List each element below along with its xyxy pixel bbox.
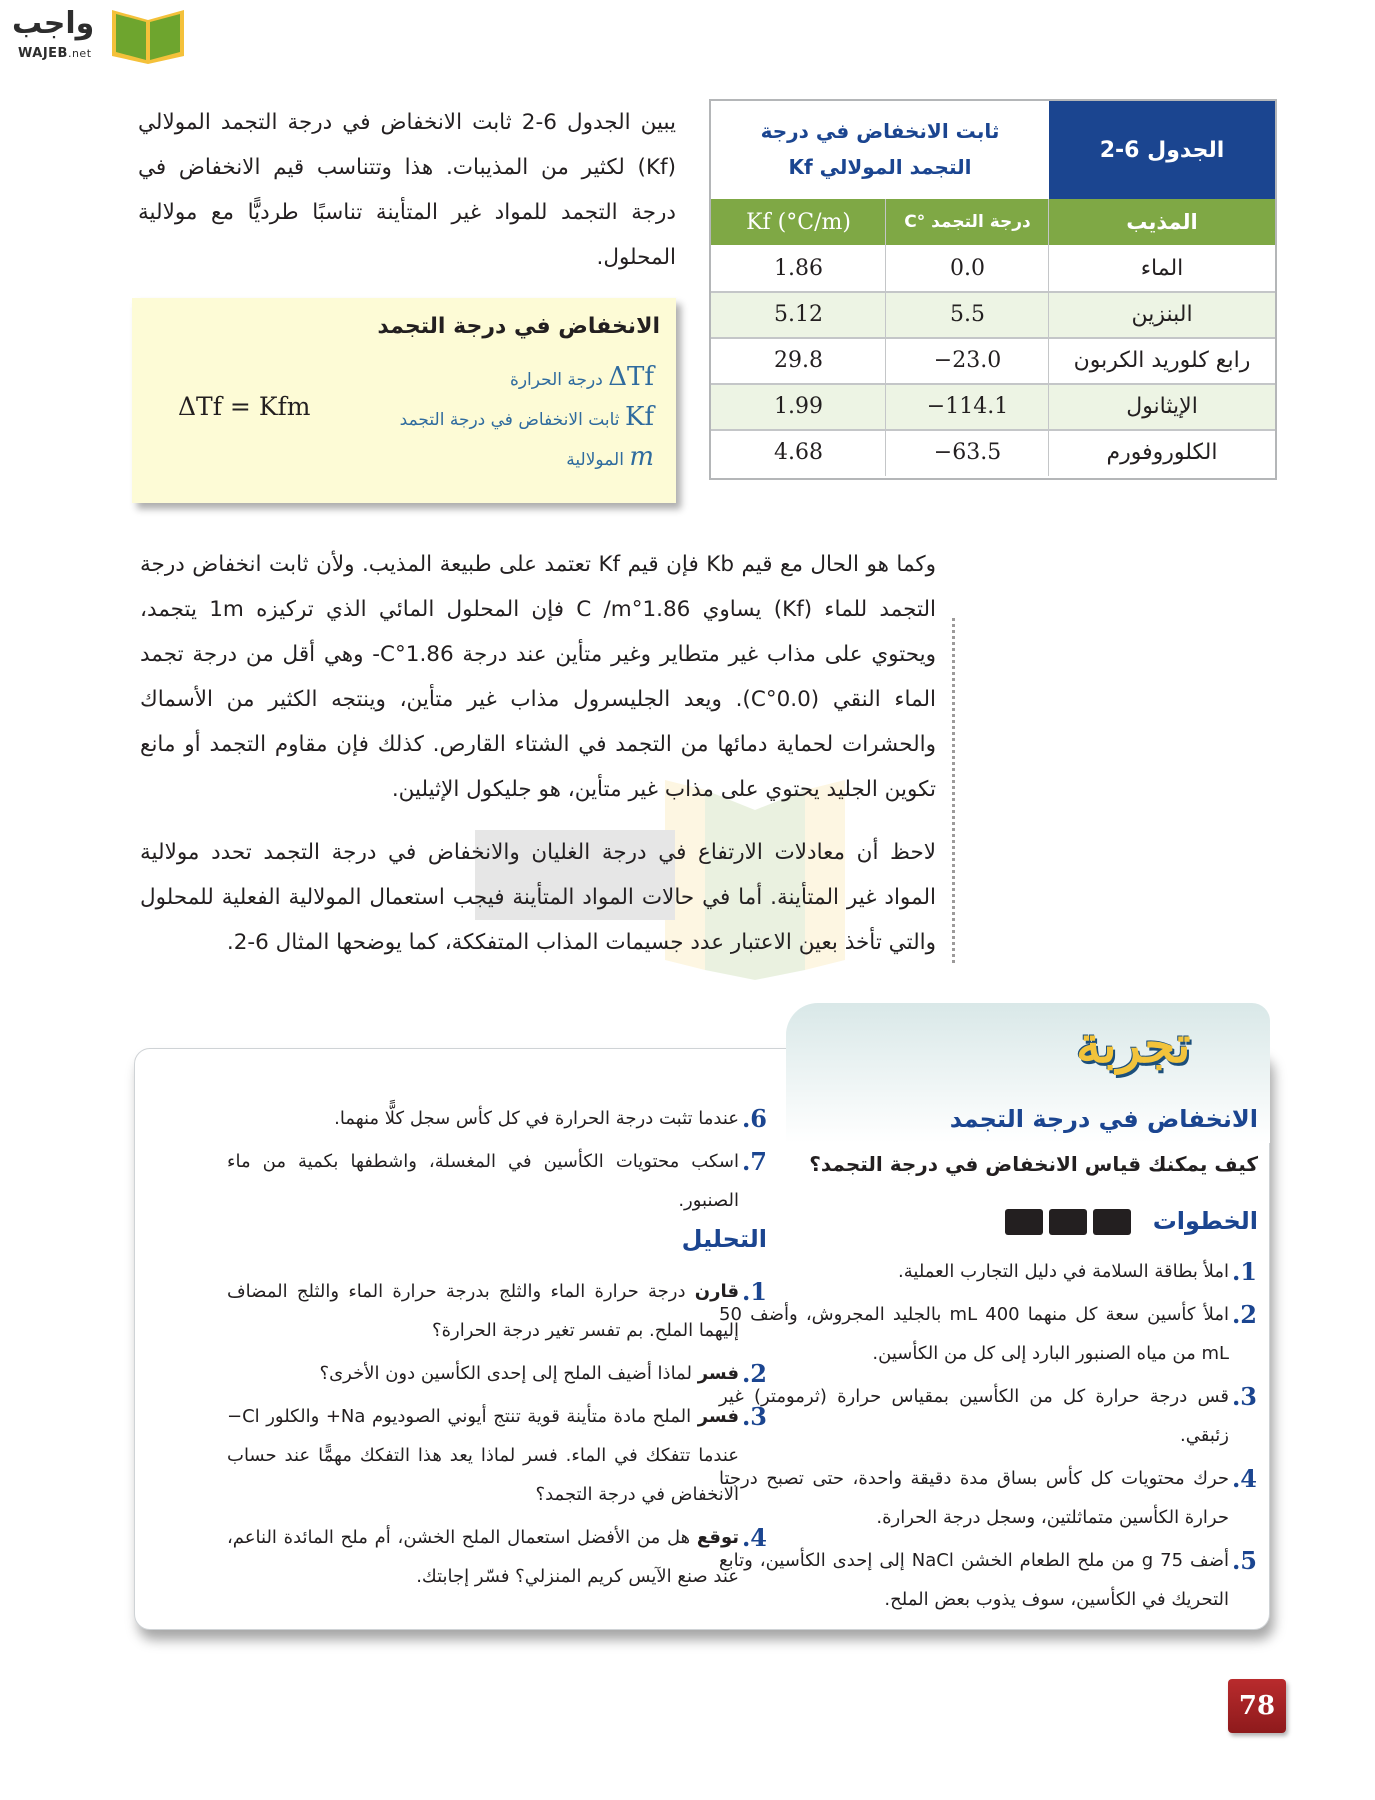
- formula-equation: ΔTf = Kfm: [178, 392, 311, 421]
- step-item: 2. املأ كأسين سعة كل منهما 400 mL بالجليد المجروش، وأضف 50 mL من مياه الصنبور البارد إلى كل من الكأسين.: [719, 1300, 1257, 1364]
- logo-arabic: واجب: [12, 6, 95, 41]
- formula-box: [132, 298, 676, 503]
- wajeb-logo[interactable]: [8, 6, 188, 68]
- safety-icons: [1005, 1209, 1149, 1237]
- dotted-margin-line: [952, 618, 955, 963]
- experiment-title: الانخفاض في درجة التجمد: [949, 1105, 1258, 1133]
- table-row: الماء 0.0 1.86: [774, 255, 1184, 281]
- table-divider: [711, 383, 1275, 385]
- step-item: 3. قس درجة حرارة كل من الكأسين بمقياس حرارة (ثرمومتر) غير زئبقي.: [719, 1382, 1257, 1446]
- table-label: الجدول 6-2: [1049, 101, 1275, 199]
- logo-latin: WAJEB.net: [18, 46, 92, 61]
- formula-var-delta-tf: ΔTf درجة الحرارة: [509, 362, 654, 392]
- steps-heading: الخطوات: [1152, 1207, 1258, 1235]
- step-item: 7. اسكب محتويات الكأسين في المغسلة، واشطفها بكمية من ماء الصنبور.: [227, 1147, 767, 1211]
- main-paragraph-1: وكما هو الحال مع قيم Kb فإن قيم Kf تعتمد على طبيعة المذيب. ولأن ثابت انخفاض درجة التجمد للماء (Kf) يساوي 1.86°C /m فإن المحلول المائي الذي تركيزه 1m يتجمد، ويحتوي على مذاب غير متطاير وغير متأين عند درجة 1.86°C- وهي أقل من درجة تجمد الماء النقي (0.0°C). ويعد الجليسرول مذاب غير متأين، وينتجه الكثير من الأسماك والحشرات لحماية دمائها من التجمد في الشتاء القارص. كذلك فإن مقاوم التجمد أو مانع تكوين الجليد يحتوي على مذاب غير متأين، هو جليكول الإثيلين.: [140, 552, 937, 802]
- col-header-solvent: المذيب: [1049, 199, 1275, 245]
- lab-coat-icon: [1049, 1209, 1087, 1235]
- analysis-item: 3. فسر الملح مادة متأينة قوية تنتج أيوني الصوديوم Na+ والكلور Cl− عندما تتفكك في الماء. فسر لماذا يعد هذا التفكك مهمًّا عند حساب الانخفاض في درجة التجمد؟: [227, 1402, 767, 1505]
- formula-box-title: الانخفاض في درجة التجمد: [377, 314, 660, 339]
- step-item: 6. عندما تثبت درجة الحرارة في كل كأس سجل كلًّا منهما.: [334, 1104, 767, 1133]
- col-header-kf: Kf (°C/m): [711, 199, 886, 245]
- analysis-list: [227, 1272, 767, 1600]
- main-paragraph-2: لاحظ أن معادلات الارتفاع في درجة الغليان والانخفاض في درجة التجمد تحدد مولالية المواد غير المتأينة. أما في حالات المواد المتأينة فيجب استعمال المولالية الفعلية للمحلول والتي تأخذ بعين الاعتبار عدد جسيمات المذاب المتفككة، كما يوضحها المثال 6-2.: [140, 840, 936, 955]
- table-6-2: [709, 99, 1277, 480]
- steps-list-continued: [227, 1099, 767, 1224]
- table-divider: [711, 337, 1275, 339]
- experiment-question: كيف يمكنك قياس الانخفاض في درجة التجمد؟: [809, 1152, 1258, 1176]
- intro-paragraph: يبين الجدول 6-2 ثابت الانخفاض في درجة التجمد المولالي (Kf) لكثير من المذيبات. هذا وتتناسب قيم الانخفاض في درجة التجمد للمواد غير المتأينة تناسبًا طرديًّا مع مولالية المحلول.: [138, 110, 677, 270]
- book-icon: [108, 6, 188, 64]
- table-row: البنزين 5.5 5.12: [711, 291, 1275, 337]
- page-number: 78: [1228, 1679, 1286, 1733]
- col-header-freezing-point: درجة التجمد °C: [886, 199, 1049, 245]
- table-divider: [711, 429, 1275, 431]
- analysis-item: 4. توقع هل من الأفضل استعمال الملح الخشن، أم ملح المائدة الناعم، عند صنع الآيس كريم المنزلي؟ فسّر إجابتك.: [227, 1523, 767, 1587]
- analysis-heading: التحليل: [681, 1225, 767, 1253]
- goggles-icon: [1005, 1209, 1043, 1235]
- table-divider: [711, 291, 1275, 293]
- steps-list: [719, 1252, 1257, 1623]
- hand-wash-icon: [1093, 1209, 1131, 1235]
- step-item: 1. املأ بطاقة السلامة في دليل التجارب العملية.: [898, 1257, 1257, 1286]
- formula-var-kf: Kf ثابت الانخفاض في درجة التجمد: [399, 402, 654, 432]
- analysis-item: 1. قارن درجة حرارة الماء والثلج بدرجة حرارة الماء والثلج المضاف إليهما الملح. بم تفسر تغير درجة الحرارة؟: [227, 1277, 767, 1341]
- experiment-badge: تجربة: [1076, 1015, 1191, 1074]
- step-item: 4. حرك محتويات كل كأس بساق مدة دقيقة واحدة، حتى تصبح درجتا حرارة الكأسين متماثلتين، وسجل درجة الحرارة.: [719, 1464, 1257, 1528]
- table-title: ثابت الانخفاض في درجة التجمد المولالي Kf: [760, 119, 1000, 179]
- formula-var-m: m المولالية: [566, 442, 654, 472]
- table-row: الكلوروفورم −63.5 4.68: [774, 439, 1218, 465]
- step-item: 5. أضف 75 g من ملح الطعام الخشن NaCl إلى إحدى الكأسين، وتابع التحريك في الكأسين، سوف يذوب بعض الملح.: [719, 1546, 1257, 1610]
- table-row: رابع كلوريد الكربون −23.0 29.8: [774, 347, 1251, 373]
- analysis-item: 2. فسر لماذا أضيف الملح إلى إحدى الكأسين دون الأخرى؟: [319, 1359, 767, 1388]
- table-row: الإيثانول −114.1 1.99: [711, 383, 1275, 429]
